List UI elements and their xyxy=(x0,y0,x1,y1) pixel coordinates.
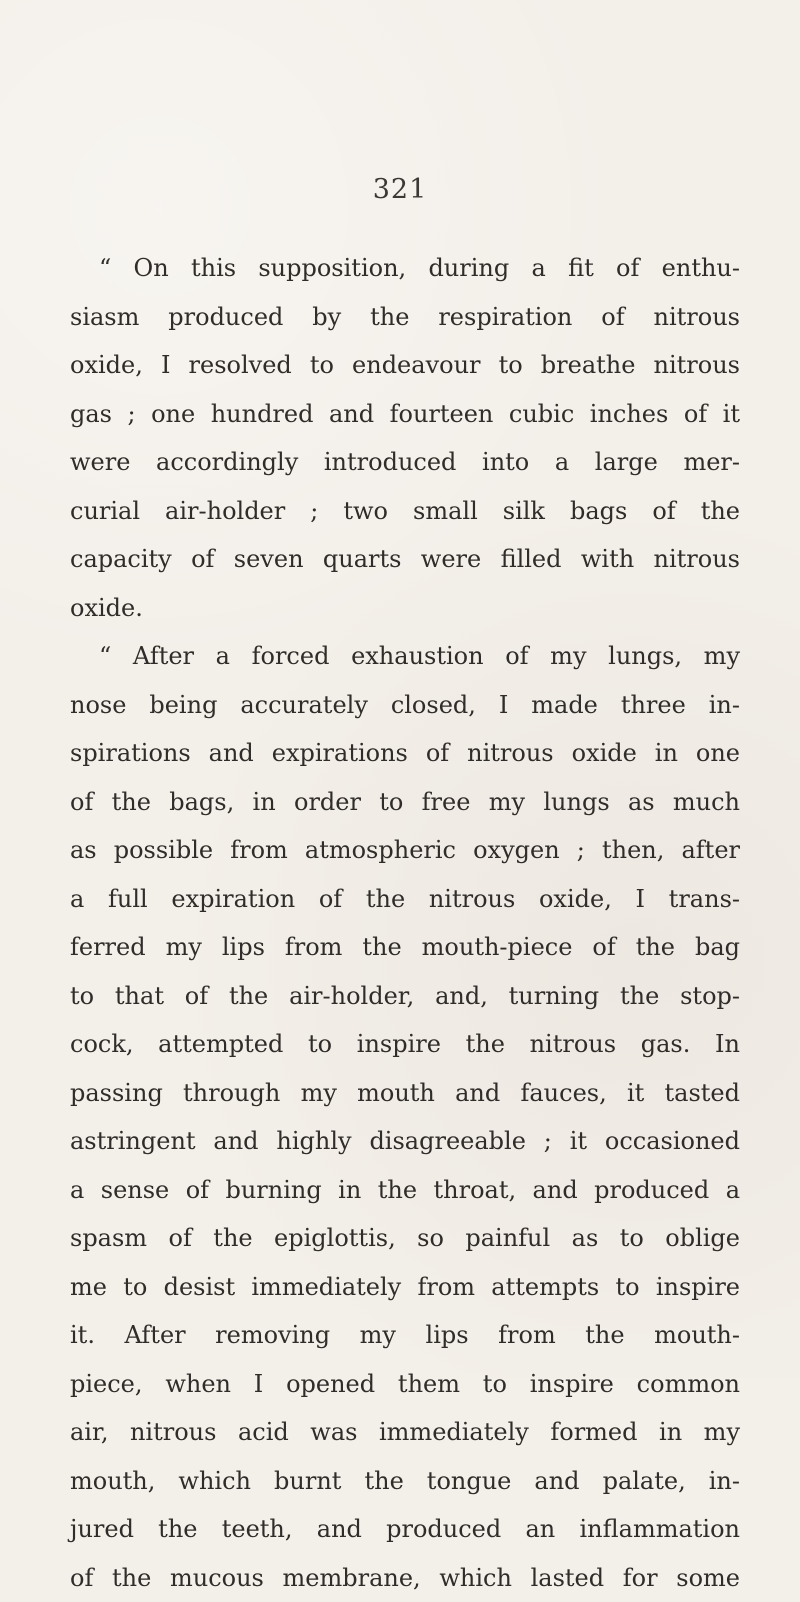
text-line: “ On this supposition, during a fit of enthu- xyxy=(70,244,740,293)
text-line: mouth, which burnt the tongue and palate, in- xyxy=(70,1457,740,1506)
text-line: of the mucous membrane, which lasted for some xyxy=(70,1554,740,1602)
text-line: siasm produced by the respiration of nitrous xyxy=(70,293,740,342)
text-line: to that of the air-holder, and, turning the stop- xyxy=(70,972,740,1021)
text-line: spasm of the epiglottis, so painful as to oblige xyxy=(70,1214,740,1263)
text-line: a full expiration of the nitrous oxide, I trans- xyxy=(70,875,740,924)
text-line: piece, when I opened them to inspire common xyxy=(70,1360,740,1409)
paragraph-1 xyxy=(70,244,740,632)
text-line: astringent and highly disagreeable ; it occasioned xyxy=(70,1117,740,1166)
text-line: nose being accurately closed, I made three in- xyxy=(70,681,740,730)
text-line: a sense of burning in the throat, and produced a xyxy=(70,1166,740,1215)
text-line: oxide. xyxy=(70,584,740,633)
text-line: gas ; one hundred and fourteen cubic inches of it xyxy=(70,390,740,439)
text-line: spirations and expirations of nitrous oxide in one xyxy=(70,729,740,778)
text-line: were accordingly introduced into a large mer- xyxy=(70,438,740,487)
text-line: ferred my lips from the mouth-piece of the bag xyxy=(70,923,740,972)
text-line: me to desist immediately from attempts to inspire xyxy=(70,1263,740,1312)
paragraph-2 xyxy=(70,632,740,1602)
text-line: passing through my mouth and fauces, it tasted xyxy=(70,1069,740,1118)
text-line: it. After removing my lips from the mouth- xyxy=(70,1311,740,1360)
text-line: oxide, I resolved to endeavour to breathe nitrous xyxy=(70,341,740,390)
text-line: curial air-holder ; two small silk bags of the xyxy=(70,487,740,536)
text-line: cock, attempted to inspire the nitrous gas. In xyxy=(70,1020,740,1069)
text-line: air, nitrous acid was immediately formed in my xyxy=(70,1408,740,1457)
text-line: of the bags, in order to free my lungs as much xyxy=(70,778,740,827)
text-line: capacity of seven quarts were filled with nitrous xyxy=(70,535,740,584)
page-number: 321 xyxy=(0,174,800,205)
text-line: “ After a forced exhaustion of my lungs, my xyxy=(70,632,740,681)
text-line: jured the teeth, and produced an inflammation xyxy=(70,1505,740,1554)
page-body-text xyxy=(70,244,740,1602)
text-line: as possible from atmospheric oxygen ; then, after xyxy=(70,826,740,875)
